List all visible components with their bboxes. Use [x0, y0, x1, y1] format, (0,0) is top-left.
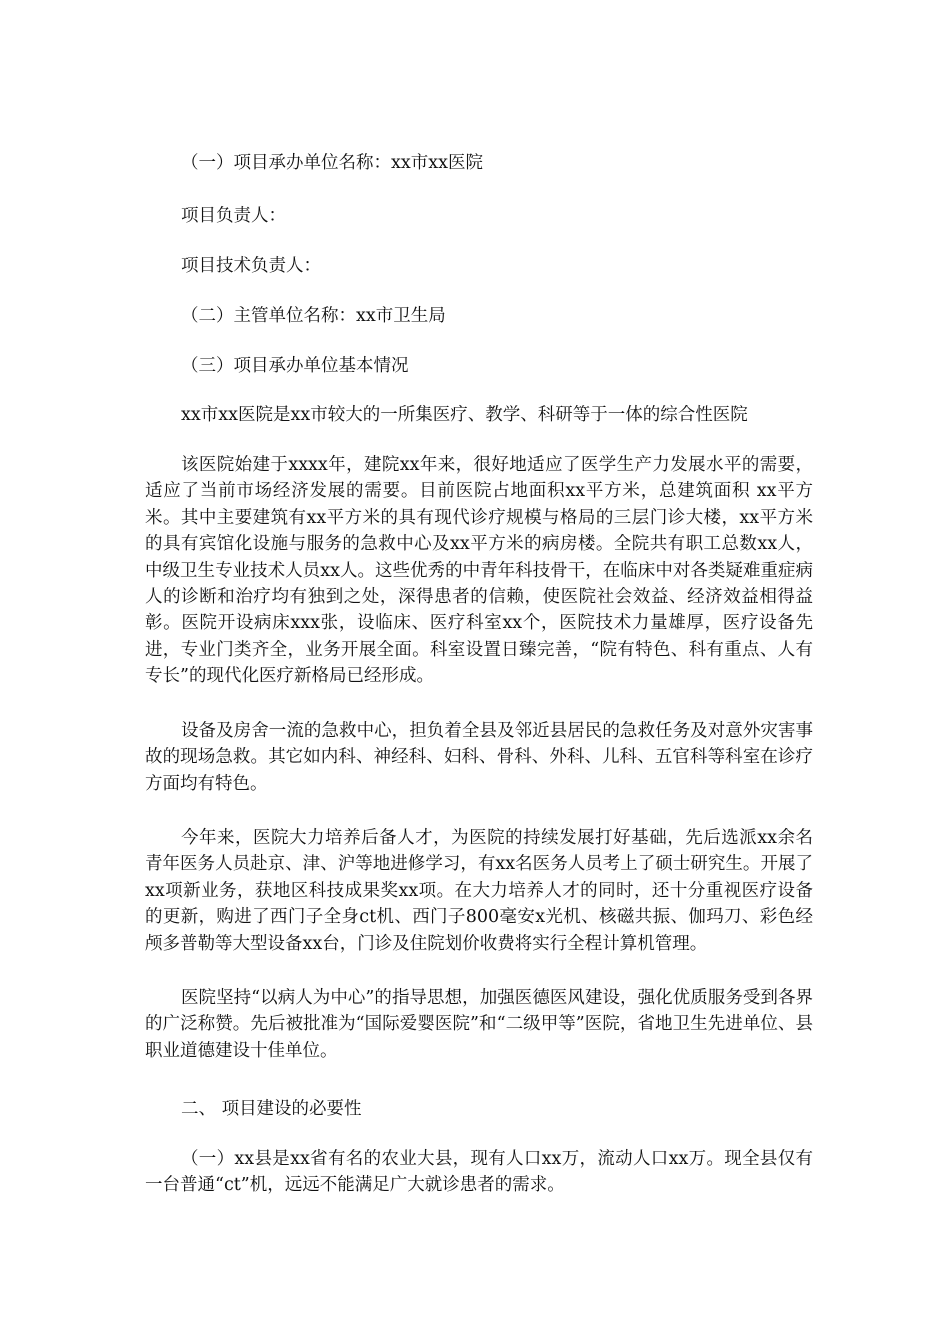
- label-project-technical-leader: 项目技术负责人：: [181, 256, 321, 276]
- paragraph-county-background: （一）xx县是xx省有名的农业大县，现有人口xx万，流动人口xx万。现全县仅有一台普通“ct”机，远远不能满足广大就诊患者的需求。: [145, 1149, 813, 1196]
- heading-undertaking-unit-name: （一）项目承办单位名称：xx市xx医院: [181, 153, 483, 173]
- paragraph-service-philosophy: 医院坚持“以病人为中心”的指导思想，加强医德医风建设，强化优质服务受到各界的广泛称赞。先后被批准为“国际爱婴医院”和“二级甲等”医院，省地卫生先进单位、县职业道德建设十佳单位。: [145, 988, 813, 1061]
- paragraph-hospital-overview: 该医院始建于xxxx年，建院xx年来，很好地适应了医学生产力发展水平的需要，适应了当前市场经济发展的需要。目前医院占地面积xx平方米，总建筑面积 xx平方米。其中主要建筑有xx平方米的具有现代诊疗规模与格局的三层门诊大楼，xx平方米的具有宾馆化设施与服务的急救中心及xx平方米的病房楼。全院共有职工总数xx人，中级卫生专业技术人员xx人。这些优秀的中青年科技骨干，在临床中对各类疑难重症病人的诊断和治疗均有独到之处，深得患者的信赖，使医院社会效益、经济效益相得益彰。医院开设病床xxx张，设临床、医疗科室xx个，医院技术力量雄厚，医疗设备先进，专业门类齐全，业务开展全面。科室设置日臻完善，“院有特色、科有重点、人有专长”的现代化医疗新格局已经形成。: [145, 455, 813, 687]
- hospital-intro-line: xx市xx医院是xx市较大的一所集医疗、教学、科研等于一体的综合性医院: [181, 405, 748, 425]
- paragraph-talent-training: 今年来，医院大力培养后备人才，为医院的持续发展打好基础，先后选派xx余名青年医务人员赴京、津、沪等地进修学习，有xx名医务人员考上了硕士研究生。开展了xx项新业务，获地区科技成果奖xx项。在大力培养人才的同时，还十分重视医疗设备的更新，购进了西门子全身ct机、西门子800毫安x光机、核磁共振、伽玛刀、彩色经颅多普勒等大型设备xx台，门诊及住院划价收费将实行全程计算机管理。: [145, 828, 813, 954]
- heading-project-necessity: 二、 项目建设的必要性: [181, 1099, 362, 1119]
- label-project-leader: 项目负责人：: [181, 206, 286, 226]
- heading-unit-basic-situation: （三）项目承办单位基本情况: [181, 356, 409, 376]
- heading-supervising-unit-name: （二）主管单位名称：xx市卫生局: [181, 306, 446, 326]
- paragraph-emergency-center: 设备及房舍一流的急救中心，担负着全县及邻近县居民的急救任务及对意外灾害事故的现场急救。其它如内科、神经科、妇科、骨科、外科、儿科、五官科等科室在诊疗方面均有特色。: [145, 721, 813, 794]
